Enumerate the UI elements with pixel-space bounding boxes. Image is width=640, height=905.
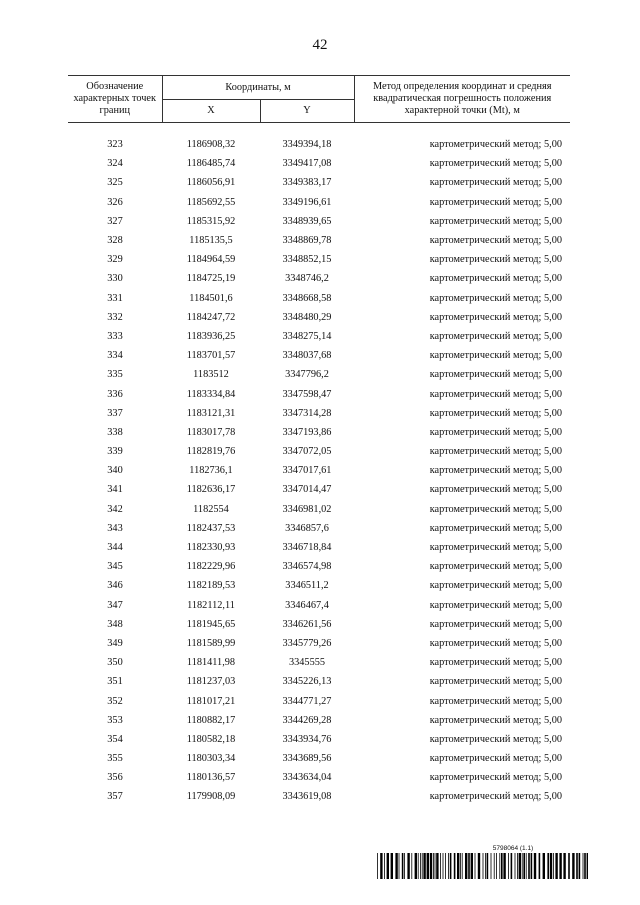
cell-method: картометрический метод; 5,00 (429, 522, 562, 534)
barcode-bar (499, 853, 500, 879)
cell-point: 356 (107, 772, 123, 784)
cell-y: 3346981,02 (282, 503, 332, 515)
barcode-bar (519, 853, 521, 879)
cell-method: картометрический метод; 5,00 (429, 695, 562, 707)
cell-y: 3347017,61 (282, 465, 332, 477)
cell-x: 1183334,84 (186, 388, 236, 400)
table-row (68, 404, 570, 423)
barcode-bar (420, 853, 421, 879)
cell-method: картометрический метод; 5,00 (429, 618, 562, 630)
cell-method: картометрический метод; 5,00 (429, 791, 562, 803)
cell-x: 1180303,34 (186, 753, 236, 765)
barcode-bar (445, 853, 446, 879)
barcode-bar (468, 853, 470, 879)
barcode-bar (450, 853, 452, 879)
cell-method: картометрический метод; 5,00 (429, 637, 562, 649)
cell-method: картометрический метод; 5,00 (429, 733, 562, 745)
table-row (68, 596, 570, 615)
cell-method: картометрический метод; 5,00 (429, 599, 562, 611)
cell-x: 1180882,17 (186, 714, 236, 726)
barcode-bar (418, 853, 419, 879)
cell-x: 1180582,18 (186, 733, 236, 745)
barcode-bar (568, 853, 570, 879)
table-row (68, 384, 570, 403)
cell-point: 327 (107, 215, 123, 227)
cell-x: 1182636,17 (186, 484, 236, 496)
table-row (68, 212, 570, 231)
cell-point: 335 (107, 369, 123, 381)
cell-y: 3346467,4 (285, 599, 329, 611)
cell-method: картометрический метод; 5,00 (429, 254, 562, 266)
cell-x: 1184725,19 (186, 273, 236, 285)
cell-y: 3343934,76 (282, 733, 332, 745)
table-body (68, 135, 570, 807)
table-row (68, 461, 570, 480)
barcode-bar (501, 853, 503, 879)
cell-x: 1182189,53 (186, 580, 236, 592)
cell-point: 334 (107, 350, 123, 362)
barcode-bar (511, 853, 513, 879)
barcode-bar (430, 853, 432, 879)
barcode-bar (440, 853, 441, 879)
header-method: Метод определения координат и средняя квадратическая погрешность положения характерной точки (Mt), м (354, 76, 570, 123)
table-row (68, 576, 570, 595)
cell-x: 1182554 (193, 503, 229, 515)
cell-method: картометрический метод; 5,00 (429, 657, 562, 669)
barcode-bar (531, 853, 533, 879)
cell-method: картометрический метод; 5,00 (429, 139, 562, 151)
table-row (68, 308, 570, 327)
cell-point: 336 (107, 388, 123, 400)
cell-point: 343 (107, 522, 123, 534)
cell-method: картометрический метод; 5,00 (429, 753, 562, 765)
cell-method: картометрический метод; 5,00 (429, 484, 562, 496)
cell-x: 1181945,65 (186, 618, 236, 630)
cell-point: 355 (107, 753, 123, 765)
cell-point: 346 (107, 580, 123, 592)
cell-method: картометрический метод; 5,00 (429, 465, 562, 477)
table-row (68, 327, 570, 346)
cell-x: 1183017,78 (186, 426, 236, 438)
cell-point: 338 (107, 426, 123, 438)
barcode-image (376, 853, 590, 879)
cell-y: 3345555 (288, 657, 326, 669)
barcode-bar (427, 853, 429, 879)
barcode-bar (491, 853, 492, 879)
cell-y: 3347796,2 (285, 369, 329, 381)
cell-x: 1183512 (193, 369, 229, 381)
cell-point: 324 (107, 158, 123, 170)
cell-x: 1184501,6 (189, 292, 233, 304)
cell-y: 3344269,28 (282, 714, 332, 726)
barcode-bar (457, 853, 459, 879)
table-row (68, 538, 570, 557)
barcode-bar (553, 853, 554, 879)
cell-method: картометрический метод; 5,00 (429, 350, 562, 362)
cell-method: картометрический метод; 5,00 (429, 580, 562, 592)
barcode-bar (515, 853, 516, 879)
cell-y: 3348746,2 (285, 273, 329, 285)
table-row (68, 289, 570, 308)
cell-point: 332 (107, 311, 123, 323)
cell-y: 3343689,56 (282, 753, 332, 765)
cell-x: 1182437,53 (186, 522, 236, 534)
cell-y: 3347598,47 (282, 388, 332, 400)
barcode-bar (380, 853, 382, 879)
barcode-bar (584, 853, 586, 879)
barcode-bar (415, 853, 417, 879)
cell-x: 1182229,96 (186, 561, 236, 573)
barcode-bar (454, 853, 456, 879)
barcode-bar (460, 853, 461, 879)
cell-x: 1181589,99 (186, 637, 236, 649)
cell-y: 3347314,28 (282, 407, 332, 419)
cell-method: картометрический метод; 5,00 (429, 273, 562, 285)
cell-y: 3348852,15 (282, 254, 332, 266)
table-row (68, 193, 570, 212)
cell-x: 1181411,98 (186, 657, 236, 669)
barcode-bar (485, 853, 486, 879)
cell-method: картометрический метод; 5,00 (429, 292, 562, 304)
barcode-bar (559, 853, 561, 879)
cell-x: 1186485,74 (186, 158, 236, 170)
cell-x: 1182819,76 (186, 446, 236, 458)
cell-point: 331 (107, 292, 123, 304)
cell-x: 1185315,92 (186, 215, 236, 227)
cell-y: 3347193,86 (282, 426, 332, 438)
barcode-bar (508, 853, 509, 879)
table-header (68, 76, 570, 123)
cell-x: 1182330,93 (186, 542, 236, 554)
barcode-bar (422, 853, 423, 879)
cell-method: картометрический метод; 5,00 (429, 215, 562, 227)
cell-point: 357 (107, 791, 123, 803)
header-designation: Обозначение характерных точек границ (68, 76, 162, 123)
barcode-bar (402, 853, 404, 879)
table-row (68, 365, 570, 384)
table-row (68, 346, 570, 365)
cell-method: картометрический метод; 5,00 (429, 503, 562, 515)
barcode-bar (526, 853, 527, 879)
barcode-bar (555, 853, 557, 879)
barcode-bar (465, 853, 467, 879)
table-row (68, 423, 570, 442)
cell-point: 326 (107, 196, 123, 208)
cell-point: 328 (107, 235, 123, 247)
table-row (68, 154, 570, 173)
cell-y: 3343634,04 (282, 772, 332, 784)
cell-method: картометрический метод; 5,00 (429, 311, 562, 323)
cell-y: 3348668,58 (282, 292, 332, 304)
cell-method: картометрический метод; 5,00 (429, 388, 562, 400)
cell-point: 340 (107, 465, 123, 477)
cell-method: картометрический метод; 5,00 (429, 714, 562, 726)
cell-method: картометрический метод; 5,00 (429, 369, 562, 381)
cell-point: 350 (107, 657, 123, 669)
barcode-bar (550, 853, 552, 879)
cell-x: 1186056,91 (186, 177, 236, 189)
barcode-bar (579, 853, 581, 879)
barcode-bar (387, 853, 389, 879)
cell-y: 3349383,17 (282, 177, 332, 189)
cell-point: 323 (107, 139, 123, 151)
coordinates-table (68, 75, 570, 807)
cell-y: 3348480,29 (282, 311, 332, 323)
header-x: X (162, 100, 260, 123)
cell-x: 1184247,72 (186, 311, 236, 323)
barcode-bar (517, 853, 518, 879)
cell-x: 1185135,5 (189, 235, 233, 247)
barcode-bar (411, 853, 412, 879)
cell-method: картометрический метод; 5,00 (429, 426, 562, 438)
barcode-block (376, 844, 590, 879)
barcode-bar (435, 853, 436, 879)
cell-y: 3349196,61 (282, 196, 332, 208)
cell-point: 353 (107, 714, 123, 726)
barcode-bar (407, 853, 409, 879)
cell-point: 345 (107, 561, 123, 573)
cell-point: 333 (107, 330, 123, 342)
barcode-bar (483, 853, 484, 879)
cell-y: 3348037,68 (282, 350, 332, 362)
barcode-bar (448, 853, 449, 879)
barcode-bar (547, 853, 549, 879)
header-coordinates: Координаты, м (162, 76, 354, 100)
barcode-bar (543, 853, 545, 879)
cell-method: картометрический метод; 5,00 (429, 158, 562, 170)
table-row (68, 519, 570, 538)
cell-point: 339 (107, 446, 123, 458)
cell-x: 1180136,57 (186, 772, 236, 784)
cell-point: 344 (107, 542, 123, 554)
cell-y: 3349394,18 (282, 139, 332, 151)
cell-x: 1185692,55 (186, 196, 236, 208)
barcode-bar (572, 853, 574, 879)
barcode-bar (534, 853, 536, 879)
barcode-bar (523, 853, 525, 879)
table-row (68, 634, 570, 653)
cell-x: 1179908,09 (186, 791, 236, 803)
table-row (68, 557, 570, 576)
table-row (68, 269, 570, 288)
cell-method: картометрический метод; 5,00 (429, 235, 562, 247)
cell-y: 3349417,08 (282, 158, 332, 170)
barcode-bar (583, 853, 584, 879)
table-row (68, 691, 570, 710)
cell-y: 3343619,08 (282, 791, 332, 803)
cell-method: картометрический метод; 5,00 (429, 676, 562, 688)
cell-point: 341 (107, 484, 123, 496)
table-row (68, 173, 570, 192)
cell-point: 329 (107, 254, 123, 266)
page-number: 42 (312, 37, 328, 53)
table-row (68, 711, 570, 730)
cell-method: картометрический метод; 5,00 (429, 561, 562, 573)
cell-y: 3345779,26 (282, 637, 332, 649)
cell-method: картометрический метод; 5,00 (429, 407, 562, 419)
cell-y: 3348869,78 (282, 235, 332, 247)
cell-x: 1182112,11 (187, 599, 235, 611)
barcode-bar (475, 853, 476, 879)
barcode-bar (391, 853, 393, 879)
barcode-bar (399, 853, 400, 879)
cell-point: 325 (107, 177, 123, 189)
barcode-bar (404, 853, 405, 879)
cell-y: 3346857,6 (285, 522, 329, 534)
cell-method: картометрический метод; 5,00 (429, 772, 562, 784)
cell-y: 3344771,27 (282, 695, 332, 707)
cell-point: 349 (107, 637, 123, 649)
barcode-bar (522, 853, 523, 879)
table-row (68, 653, 570, 672)
table-row (68, 749, 570, 768)
cell-point: 330 (107, 273, 123, 285)
cell-x: 1183701,57 (186, 350, 236, 362)
cell-point: 347 (107, 599, 123, 611)
table-row (68, 730, 570, 749)
cell-y: 3348939,65 (282, 215, 332, 227)
barcode-bar (587, 853, 588, 879)
barcode-bar (384, 853, 385, 879)
barcode-bar (443, 853, 444, 879)
cell-method: картометрический метод; 5,00 (429, 446, 562, 458)
table-row (68, 615, 570, 634)
table-row (68, 135, 570, 154)
cell-x: 1182736,1 (189, 465, 233, 477)
header-y: Y (260, 100, 354, 123)
cell-method: картометрический метод; 5,00 (429, 196, 562, 208)
cell-method: картометрический метод; 5,00 (429, 177, 562, 189)
barcode-bar (433, 853, 434, 879)
cell-method: картометрический метод; 5,00 (429, 330, 562, 342)
barcode-bar (478, 853, 480, 879)
cell-y: 3347014,47 (282, 484, 332, 496)
table-row (68, 442, 570, 461)
barcode-bar (377, 853, 378, 879)
cell-method: картометрический метод; 5,00 (429, 542, 562, 554)
barcode-bar (494, 853, 495, 879)
table-row (68, 672, 570, 691)
cell-point: 342 (107, 503, 123, 515)
cell-point: 337 (107, 407, 123, 419)
cell-y: 3348275,14 (282, 330, 332, 342)
cell-point: 354 (107, 733, 123, 745)
barcode-bar (539, 853, 541, 879)
barcode-bar (496, 853, 497, 879)
barcode-bar (563, 853, 565, 879)
cell-y: 3346718,84 (282, 542, 332, 554)
barcode-bar (395, 853, 397, 879)
cell-point: 351 (107, 676, 123, 688)
barcode-bar (462, 853, 463, 879)
barcode-bar (576, 853, 578, 879)
table-row (68, 250, 570, 269)
barcode-bar (528, 853, 530, 879)
cell-y: 3347072,05 (282, 446, 332, 458)
barcode-bar (503, 853, 505, 879)
cell-y: 3346574,98 (282, 561, 332, 573)
cell-x: 1183936,25 (186, 330, 236, 342)
barcode-bar (487, 853, 489, 879)
cell-point: 348 (107, 618, 123, 630)
cell-y: 3346511,2 (285, 580, 329, 592)
cell-point: 352 (107, 695, 123, 707)
cell-x: 1183121,31 (186, 407, 236, 419)
cell-x: 1184964,59 (186, 254, 236, 266)
cell-y: 3345226,13 (282, 676, 332, 688)
cell-x: 1181017,21 (186, 695, 236, 707)
table-row (68, 768, 570, 787)
cell-x: 1186908,32 (186, 139, 236, 151)
barcode-label: 5798064 (1.1) (492, 845, 534, 852)
cell-x: 1181237,03 (186, 676, 236, 688)
barcode-bar (436, 853, 438, 879)
table-row (68, 500, 570, 519)
table-row (68, 480, 570, 499)
barcode-bar (471, 853, 473, 879)
table-row (68, 787, 570, 806)
barcode-bar (423, 853, 425, 879)
table-row (68, 231, 570, 250)
cell-y: 3346261,56 (282, 618, 332, 630)
